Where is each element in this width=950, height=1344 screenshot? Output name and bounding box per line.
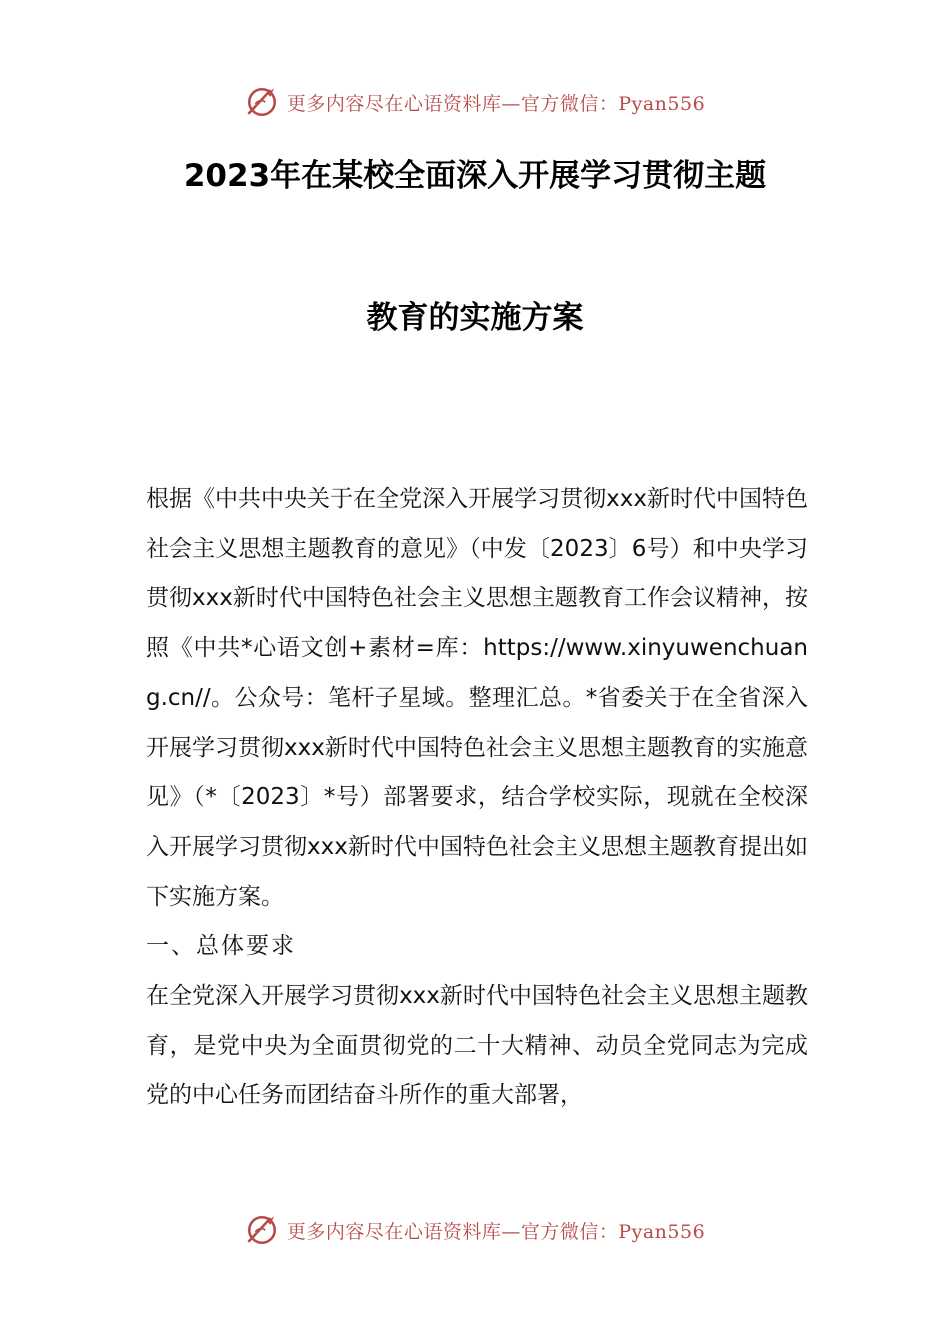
footer-banner-text: 更多内容尽在心语资料库—官方微信：Pyan556 bbox=[286, 1220, 706, 1243]
document-title-line-1: 2023年在某校全面深入开展学习贯彻主题 bbox=[183, 158, 767, 194]
section-paragraph: 在全党深入开展学习贯彻xxx新时代中国特色社会主义思想主题教育，是党中央为全面贯彻党的二十大精神、动员全党同志为完成党的中心任务而团结奋斗所作的重大部署， bbox=[146, 983, 808, 1109]
intro-paragraph: 根据《中共中央关于在全党深入开展学习贯彻xxx新时代中国特色社会主义思想主题教育的意见》（中发〔2023〕6号）和中央学习贯彻xxx新时代中国特色社会主义思想主题教育工作会议精神，按照《中共*心语文创+素材=库：https://www.xinyuwenchuang.cn//。公众号：笔杆子星域。整理汇总。*省委关于在全省深入开展学习贯彻xxx新时代中国特色社会主义思想主题教育的实施意见》（*〔2023〕*号）部署要求，结合学校实际，现就在全校深入开展学习贯彻xxx新时代中国特色社会主义思想主题教育提出如下实施方案。 bbox=[146, 486, 808, 910]
page-header-banner bbox=[0, 80, 950, 124]
quill-logo-icon bbox=[245, 1213, 279, 1247]
header-banner-text: 更多内容尽在心语资料库—官方微信：Pyan556 bbox=[286, 92, 706, 115]
page-footer-banner bbox=[0, 1208, 950, 1252]
document-title-line-2: 教育的实施方案 bbox=[366, 300, 584, 336]
document-body bbox=[146, 475, 808, 1121]
section-heading: 一、总体要求 bbox=[146, 933, 296, 960]
quill-logo-icon bbox=[245, 85, 279, 119]
